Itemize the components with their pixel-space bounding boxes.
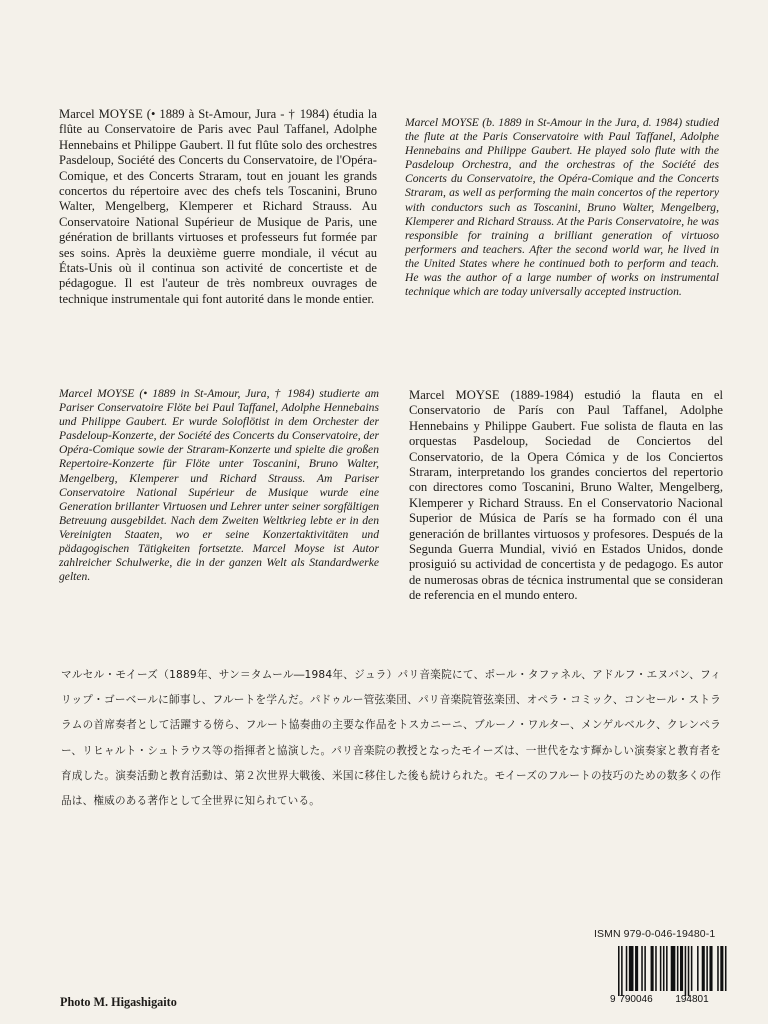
- photo-credit: Photo M. Higashigaito: [60, 995, 177, 1009]
- biography-french: Marcel MOYSE (• 1889 à St-Amour, Jura - † 1984) étudia la flûte au Conservatoire de Paris avec Paul Taffanel, Adolphe Hennebains et Philippe Gaubert. Il fut flûte solo des orchestres Pasdeloup, Société des Concerts du Conservatoire, de l'Opéra-Comique, et des Concerts Straram, tout en jouant les grands concertos du répertoire avec des chefs tels Toscanini, Bruno Walter, Mengelberg, Klemperer et Richard Strauss. Au Conservatoire National Supérieur de Musique de Paris, une génération de brillants virtuoses et professeurs fut formée par ses soins. Après la deuxième guerre mondiale, il vécut au États-Unis où il continua son activité de concertiste et de pédagogue. Il est l'auteur de très nombreux ouvrages de technique instrumentale qui font autorité dans le monde entier.: [59, 107, 377, 306]
- biography-german: Marcel MOYSE (• 1889 in St-Amour, Jura, † 1984) studierte am Pariser Conservatoire Flöte bei Paul Taffanel, Adolphe Hennebains und Philippe Gaubert. Er wurde Soloflötist in dem Orchester der Pasdeloup-Konzerte, der Société des Concerts du Conservatoire, der Opéra-Comique sowie der Straram-Konzerte und spielte die großen Repertoire-Konzerte für Flöte unter Toscanini, Bruno Walter, Mengelberg, Klemperer und Richard Strauss. Am Pariser Conservatoire National Supérieur de Musique wurde eine Generation brillanter Virtuosen und Lehrer unter seiner sorgfältigen Betreuung ausgebildet. Nach dem Zweiten Weltkrieg lebte er in den Vereinigten Staaten, wo er seine Konzertaktivitäten und pädagogischen Tätigkeiten fortsetzte. Marcel Moyse ist Autor zahlreicher Schulwerke, die in der ganzen Welt als Standardwerke gelten.: [59, 387, 379, 584]
- barcode-left-digits: 790046: [619, 994, 653, 1004]
- barcode: [610, 946, 728, 1004]
- barcode-bar: [641, 946, 643, 991]
- ismn-number: ISMN 979-0-046-19480-1: [594, 928, 716, 940]
- barcode-bar: [626, 946, 628, 991]
- barcode-bar: [635, 946, 638, 991]
- barcode-bar: [655, 946, 657, 991]
- barcode-bar: [621, 946, 623, 996]
- barcode-bar: [680, 946, 683, 991]
- biography-spanish: Marcel MOYSE (1889-1984) estudió la flauta en el Conservatorio de París con Paul Taffanel, Adolphe Hennebains y Philippe Gaubert. Fue solista de flauta en las orquestas Pasdeloup, Sociedad de Conciertos del Conservatorio, de la Opera Cómica y de los Conciertos Straram, interpretando los grandes conciertos del repertorio con directores como Toscanini, Bruno Walter, Mengelberg, Klemperer y Richard Strauss. En el Conservatorio Nacional Superior de Música de París se ha formado con él una generación de brillantes virtuosos y profesores. Después de la Segunda Guerra Mundial, vivió en Estados Unidos, donde prosiguió su actividad de concertista y de pedagogo. Es autor de numerosas obras de técnica instrumental que se consideran de referencia en el mundo entero.: [409, 388, 723, 603]
- barcode-bar: [644, 946, 646, 991]
- barcode-bar: [717, 946, 719, 991]
- barcode-bar: [697, 946, 699, 991]
- barcode-bar: [702, 946, 705, 991]
- barcode-bar: [688, 946, 690, 996]
- barcode-bar: [685, 946, 687, 996]
- barcode-right-digits: 194801: [675, 994, 709, 1004]
- barcode-bar: [691, 946, 693, 991]
- barcode-first-digit: 9: [610, 994, 616, 1004]
- barcode-bar: [677, 946, 679, 991]
- barcode-bar: [709, 946, 712, 991]
- barcode-bar: [663, 946, 665, 991]
- barcode-bar: [651, 946, 654, 991]
- barcode-bar: [618, 946, 620, 996]
- barcode-bar: [720, 946, 723, 991]
- barcode-graphic: [610, 946, 728, 1004]
- barcode-bar: [660, 946, 662, 991]
- barcode-bar: [629, 946, 634, 991]
- biography-japanese: マルセル・モイーズ（1889年、サン＝タムール―1984年、ジュラ）パリ音楽院にて、ポール・タファネル、アドルフ・エヌバン、フィリップ・ゴーベールに師事し、フルートを学んだ。パドゥルー管弦楽団、パリ音楽院管弦楽団、オペラ・コミック、コンセール・ストララムの首席奏者として活躍する傍ら、フルート協奏曲の主要な作品をトスカニーニ、ブルーノ・ワルター、メンゲルベルク、クレンペラー、リヒャルト・シュトラウス等の指揮者と協演した。パリ音楽院の教授となったモイーズは、一世代をなす輝かしい演奏家と教育者を育成した。演奏活動と教育活動は、第２次世界大戦後、米国に移住した後も続けられた。モイーズのフルートの技巧のための数多くの作品は、権威のある著作として全世界に知られている。: [61, 669, 721, 808]
- barcode-bar: [725, 946, 727, 991]
- barcode-bar: [666, 946, 668, 991]
- biography-english: Marcel MOYSE (b. 1889 in St-Amour in the Jura, d. 1984) studied the flute at the Paris Conservatoire with Paul Taffanel, Adolphe Hennebains and Philippe Gaubert. He played solo flute with the Pasdeloup Orchestra, and the orchestras of the Société des Concerts du Conservatoire, the Opéra-Comique and the Concerts Straram, as well as performing the main concertos of the repertory with conductors such as Toscanini, Bruno Walter, Mengelberg, Klemperer and Richard Strauss. At the Paris Conservatoire, he was responsible for training a brilliant generation of virtuoso performers and teachers. After the second world war, he lived in the United States where he continued both to perform and teach. He was the author of a large number of works on instrumental technique which are today universally accepted instruction.: [405, 116, 719, 299]
- barcode-bar: [706, 946, 708, 991]
- barcode-bar: [671, 946, 676, 991]
